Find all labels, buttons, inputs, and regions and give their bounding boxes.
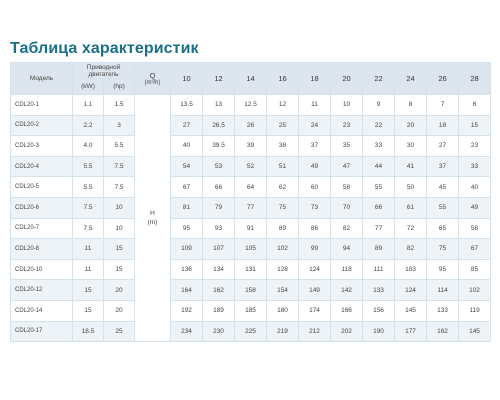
head-value-cell: 70 [331, 197, 363, 218]
table-row [11, 300, 491, 321]
head-value-cell: 131 [235, 259, 267, 280]
header-motor: Приводной двигатель [73, 63, 135, 79]
head-value-cell: 38 [267, 136, 299, 157]
head-value-cell: 39 [235, 136, 267, 157]
head-value-cell: 27 [427, 136, 459, 157]
head-value-cell: 60 [299, 177, 331, 198]
header-q-unit: (m³/h) [144, 80, 161, 86]
head-value-cell: 67 [171, 177, 203, 198]
model-cell: CDL20-12 [11, 280, 73, 301]
head-value-cell: 8 [395, 95, 427, 116]
head-value-cell: 10 [331, 95, 363, 116]
hp-cell: 1.5 [104, 95, 135, 116]
head-value-cell: 225 [235, 321, 267, 342]
head-value-cell: 107 [203, 239, 235, 260]
model-cell: CDL20-1 [11, 95, 73, 116]
table-row [11, 321, 491, 342]
head-value-cell: 164 [171, 280, 203, 301]
model-cell: CDL20-17 [11, 321, 73, 342]
header-q-label: Q [149, 71, 156, 80]
head-value-cell: 154 [267, 280, 299, 301]
table-row [11, 156, 491, 177]
header-flow: 26 [427, 63, 459, 95]
head-value-cell: 24 [299, 115, 331, 136]
kw-cell: 5.5 [73, 177, 104, 198]
head-value-cell: 86 [299, 218, 331, 239]
head-value-cell: 234 [171, 321, 203, 342]
head-value-cell: 30 [395, 136, 427, 157]
head-value-cell: 49 [459, 197, 491, 218]
header-flow: 24 [395, 63, 427, 95]
kw-cell: 4.0 [73, 136, 104, 157]
hp-cell: 20 [104, 300, 135, 321]
head-value-cell: 99 [299, 239, 331, 260]
head-value-cell: 89 [267, 218, 299, 239]
hp-cell: 25 [104, 321, 135, 342]
head-value-cell: 23 [331, 115, 363, 136]
head-value-cell: 105 [235, 239, 267, 260]
head-value-cell: 166 [331, 300, 363, 321]
model-cell: CDL20-3 [11, 136, 73, 157]
table-row [11, 218, 491, 239]
head-value-cell: 33 [363, 136, 395, 157]
model-cell: CDL20-14 [11, 300, 73, 321]
head-value-cell: 23 [459, 136, 491, 157]
hp-cell: 10 [104, 197, 135, 218]
head-value-cell: 85 [459, 259, 491, 280]
head-value-cell: 52 [235, 156, 267, 177]
head-value-cell: 61 [395, 197, 427, 218]
head-value-cell: 27 [171, 115, 203, 136]
head-value-cell: 13.5 [171, 95, 203, 116]
head-value-cell: 136 [171, 259, 203, 280]
head-value-cell: 9 [363, 95, 395, 116]
head-value-cell: 102 [267, 239, 299, 260]
head-label: H [150, 210, 155, 218]
head-value-cell: 75 [427, 239, 459, 260]
head-value-cell: 162 [427, 321, 459, 342]
head-value-cell: 142 [331, 280, 363, 301]
head-value-cell: 47 [331, 156, 363, 177]
model-cell: CDL20-8 [11, 239, 73, 260]
model-cell: CDL20-7 [11, 218, 73, 239]
header-flow: 28 [459, 63, 491, 95]
head-value-cell: 13 [203, 95, 235, 116]
head-value-cell: 202 [331, 321, 363, 342]
head-value-cell: 39.5 [203, 136, 235, 157]
head-value-cell: 40 [459, 177, 491, 198]
head-value-cell: 174 [299, 300, 331, 321]
kw-cell: 15 [73, 300, 104, 321]
head-value-cell: 180 [267, 300, 299, 321]
head-value-cell: 58 [331, 177, 363, 198]
head-value-cell: 22 [363, 115, 395, 136]
head-value-cell: 35 [331, 136, 363, 157]
head-value-cell: 133 [427, 300, 459, 321]
kw-cell: 11 [73, 259, 104, 280]
head-value-cell: 77 [235, 197, 267, 218]
header-flow: 12 [203, 63, 235, 95]
head-value-cell: 44 [363, 156, 395, 177]
hp-cell: 5.5 [104, 136, 135, 157]
head-value-cell: 230 [203, 321, 235, 342]
model-cell: CDL20-6 [11, 197, 73, 218]
head-value-cell: 219 [267, 321, 299, 342]
head-value-cell: 55 [363, 177, 395, 198]
head-value-cell: 82 [395, 239, 427, 260]
head-value-cell: 119 [459, 300, 491, 321]
head-value-cell: 6 [459, 95, 491, 116]
head-value-cell: 12.5 [235, 95, 267, 116]
head-value-cell: 51 [267, 156, 299, 177]
head-value-cell: 156 [363, 300, 395, 321]
head-value-cell: 40 [171, 136, 203, 157]
head-value-cell: 111 [363, 259, 395, 280]
head-value-cell: 124 [299, 259, 331, 280]
head-label-cell [135, 95, 171, 342]
hp-cell: 15 [104, 259, 135, 280]
head-value-cell: 77 [363, 218, 395, 239]
head-value-cell: 94 [331, 239, 363, 260]
head-value-cell: 37 [299, 136, 331, 157]
table-row [11, 259, 491, 280]
head-value-cell: 190 [363, 321, 395, 342]
header-kw: (kW) [73, 79, 104, 95]
head-value-cell: 67 [459, 239, 491, 260]
header-model: Модель [11, 63, 73, 95]
head-value-cell: 62 [267, 177, 299, 198]
hp-cell: 15 [104, 239, 135, 260]
table-row [11, 239, 491, 260]
head-value-cell: 37 [427, 156, 459, 177]
model-cell: CDL20-10 [11, 259, 73, 280]
head-value-cell: 118 [331, 259, 363, 280]
header-flow: 16 [267, 63, 299, 95]
header-flow: 10 [171, 63, 203, 95]
spec-table [10, 62, 491, 342]
head-value-cell: 26.5 [203, 115, 235, 136]
head-value-cell: 11 [299, 95, 331, 116]
table-body [11, 95, 491, 342]
table-row [11, 197, 491, 218]
head-value-cell: 79 [203, 197, 235, 218]
header-flow: 18 [299, 63, 331, 95]
page-title: Таблица характеристик [10, 40, 199, 57]
head-value-cell: 91 [235, 218, 267, 239]
head-value-cell: 49 [299, 156, 331, 177]
head-value-cell: 128 [267, 259, 299, 280]
head-value-cell: 50 [395, 177, 427, 198]
head-value-cell: 18 [427, 115, 459, 136]
head-value-cell: 82 [331, 218, 363, 239]
head-value-cell: 66 [203, 177, 235, 198]
head-value-cell: 212 [299, 321, 331, 342]
head-value-cell: 55 [427, 197, 459, 218]
hp-cell: 7.5 [104, 156, 135, 177]
kw-cell: 15 [73, 280, 104, 301]
head-value-cell: 189 [203, 300, 235, 321]
header-flow: 22 [363, 63, 395, 95]
header-flow: 14 [235, 63, 267, 95]
kw-cell: 1.1 [73, 95, 104, 116]
table-row [11, 115, 491, 136]
table-header [11, 63, 491, 95]
table-row [11, 177, 491, 198]
model-cell: CDL20-4 [11, 156, 73, 177]
head-value-cell: 41 [395, 156, 427, 177]
header-hp: (hp) [104, 79, 135, 95]
head-value-cell: 124 [395, 280, 427, 301]
head-value-cell: 185 [235, 300, 267, 321]
table-row [11, 280, 491, 301]
model-cell: CDL20-2 [11, 115, 73, 136]
head-value-cell: 33 [459, 156, 491, 177]
head-value-cell: 133 [363, 280, 395, 301]
head-value-cell: 72 [395, 218, 427, 239]
kw-cell: 11 [73, 239, 104, 260]
head-value-cell: 162 [203, 280, 235, 301]
head-value-cell: 65 [427, 218, 459, 239]
head-value-cell: 93 [203, 218, 235, 239]
hp-cell: 20 [104, 280, 135, 301]
model-cell: CDL20-5 [11, 177, 73, 198]
head-value-cell: 103 [395, 259, 427, 280]
head-value-cell: 26 [235, 115, 267, 136]
head-value-cell: 12 [267, 95, 299, 116]
head-value-cell: 15 [459, 115, 491, 136]
table-row [11, 136, 491, 157]
header-q [135, 63, 171, 95]
kw-cell: 2.2 [73, 115, 104, 136]
head-value-cell: 81 [171, 197, 203, 218]
head-value-cell: 75 [267, 197, 299, 218]
header-flow: 20 [331, 63, 363, 95]
head-value-cell: 145 [395, 300, 427, 321]
head-value-cell: 149 [299, 280, 331, 301]
head-value-cell: 45 [427, 177, 459, 198]
head-value-cell: 20 [395, 115, 427, 136]
head-value-cell: 89 [363, 239, 395, 260]
head-value-cell: 109 [171, 239, 203, 260]
head-value-cell: 7 [427, 95, 459, 116]
kw-cell: 7.5 [73, 218, 104, 239]
head-value-cell: 134 [203, 259, 235, 280]
head-value-cell: 53 [203, 156, 235, 177]
head-value-cell: 102 [459, 280, 491, 301]
head-value-cell: 95 [171, 218, 203, 239]
kw-cell: 7.5 [73, 197, 104, 218]
kw-cell: 5.5 [73, 156, 104, 177]
head-unit: (m) [147, 219, 158, 227]
head-value-cell: 66 [363, 197, 395, 218]
head-value-cell: 158 [235, 280, 267, 301]
head-value-cell: 177 [395, 321, 427, 342]
hp-cell: 10 [104, 218, 135, 239]
head-value-cell: 192 [171, 300, 203, 321]
head-value-cell: 25 [267, 115, 299, 136]
head-value-cell: 58 [459, 218, 491, 239]
head-value-cell: 54 [171, 156, 203, 177]
head-value-cell: 145 [459, 321, 491, 342]
kw-cell: 18.5 [73, 321, 104, 342]
head-value-cell: 73 [299, 197, 331, 218]
head-value-cell: 114 [427, 280, 459, 301]
head-value-cell: 95 [427, 259, 459, 280]
hp-cell: 7.5 [104, 177, 135, 198]
table-row [11, 95, 491, 116]
head-value-cell: 64 [235, 177, 267, 198]
hp-cell: 3 [104, 115, 135, 136]
